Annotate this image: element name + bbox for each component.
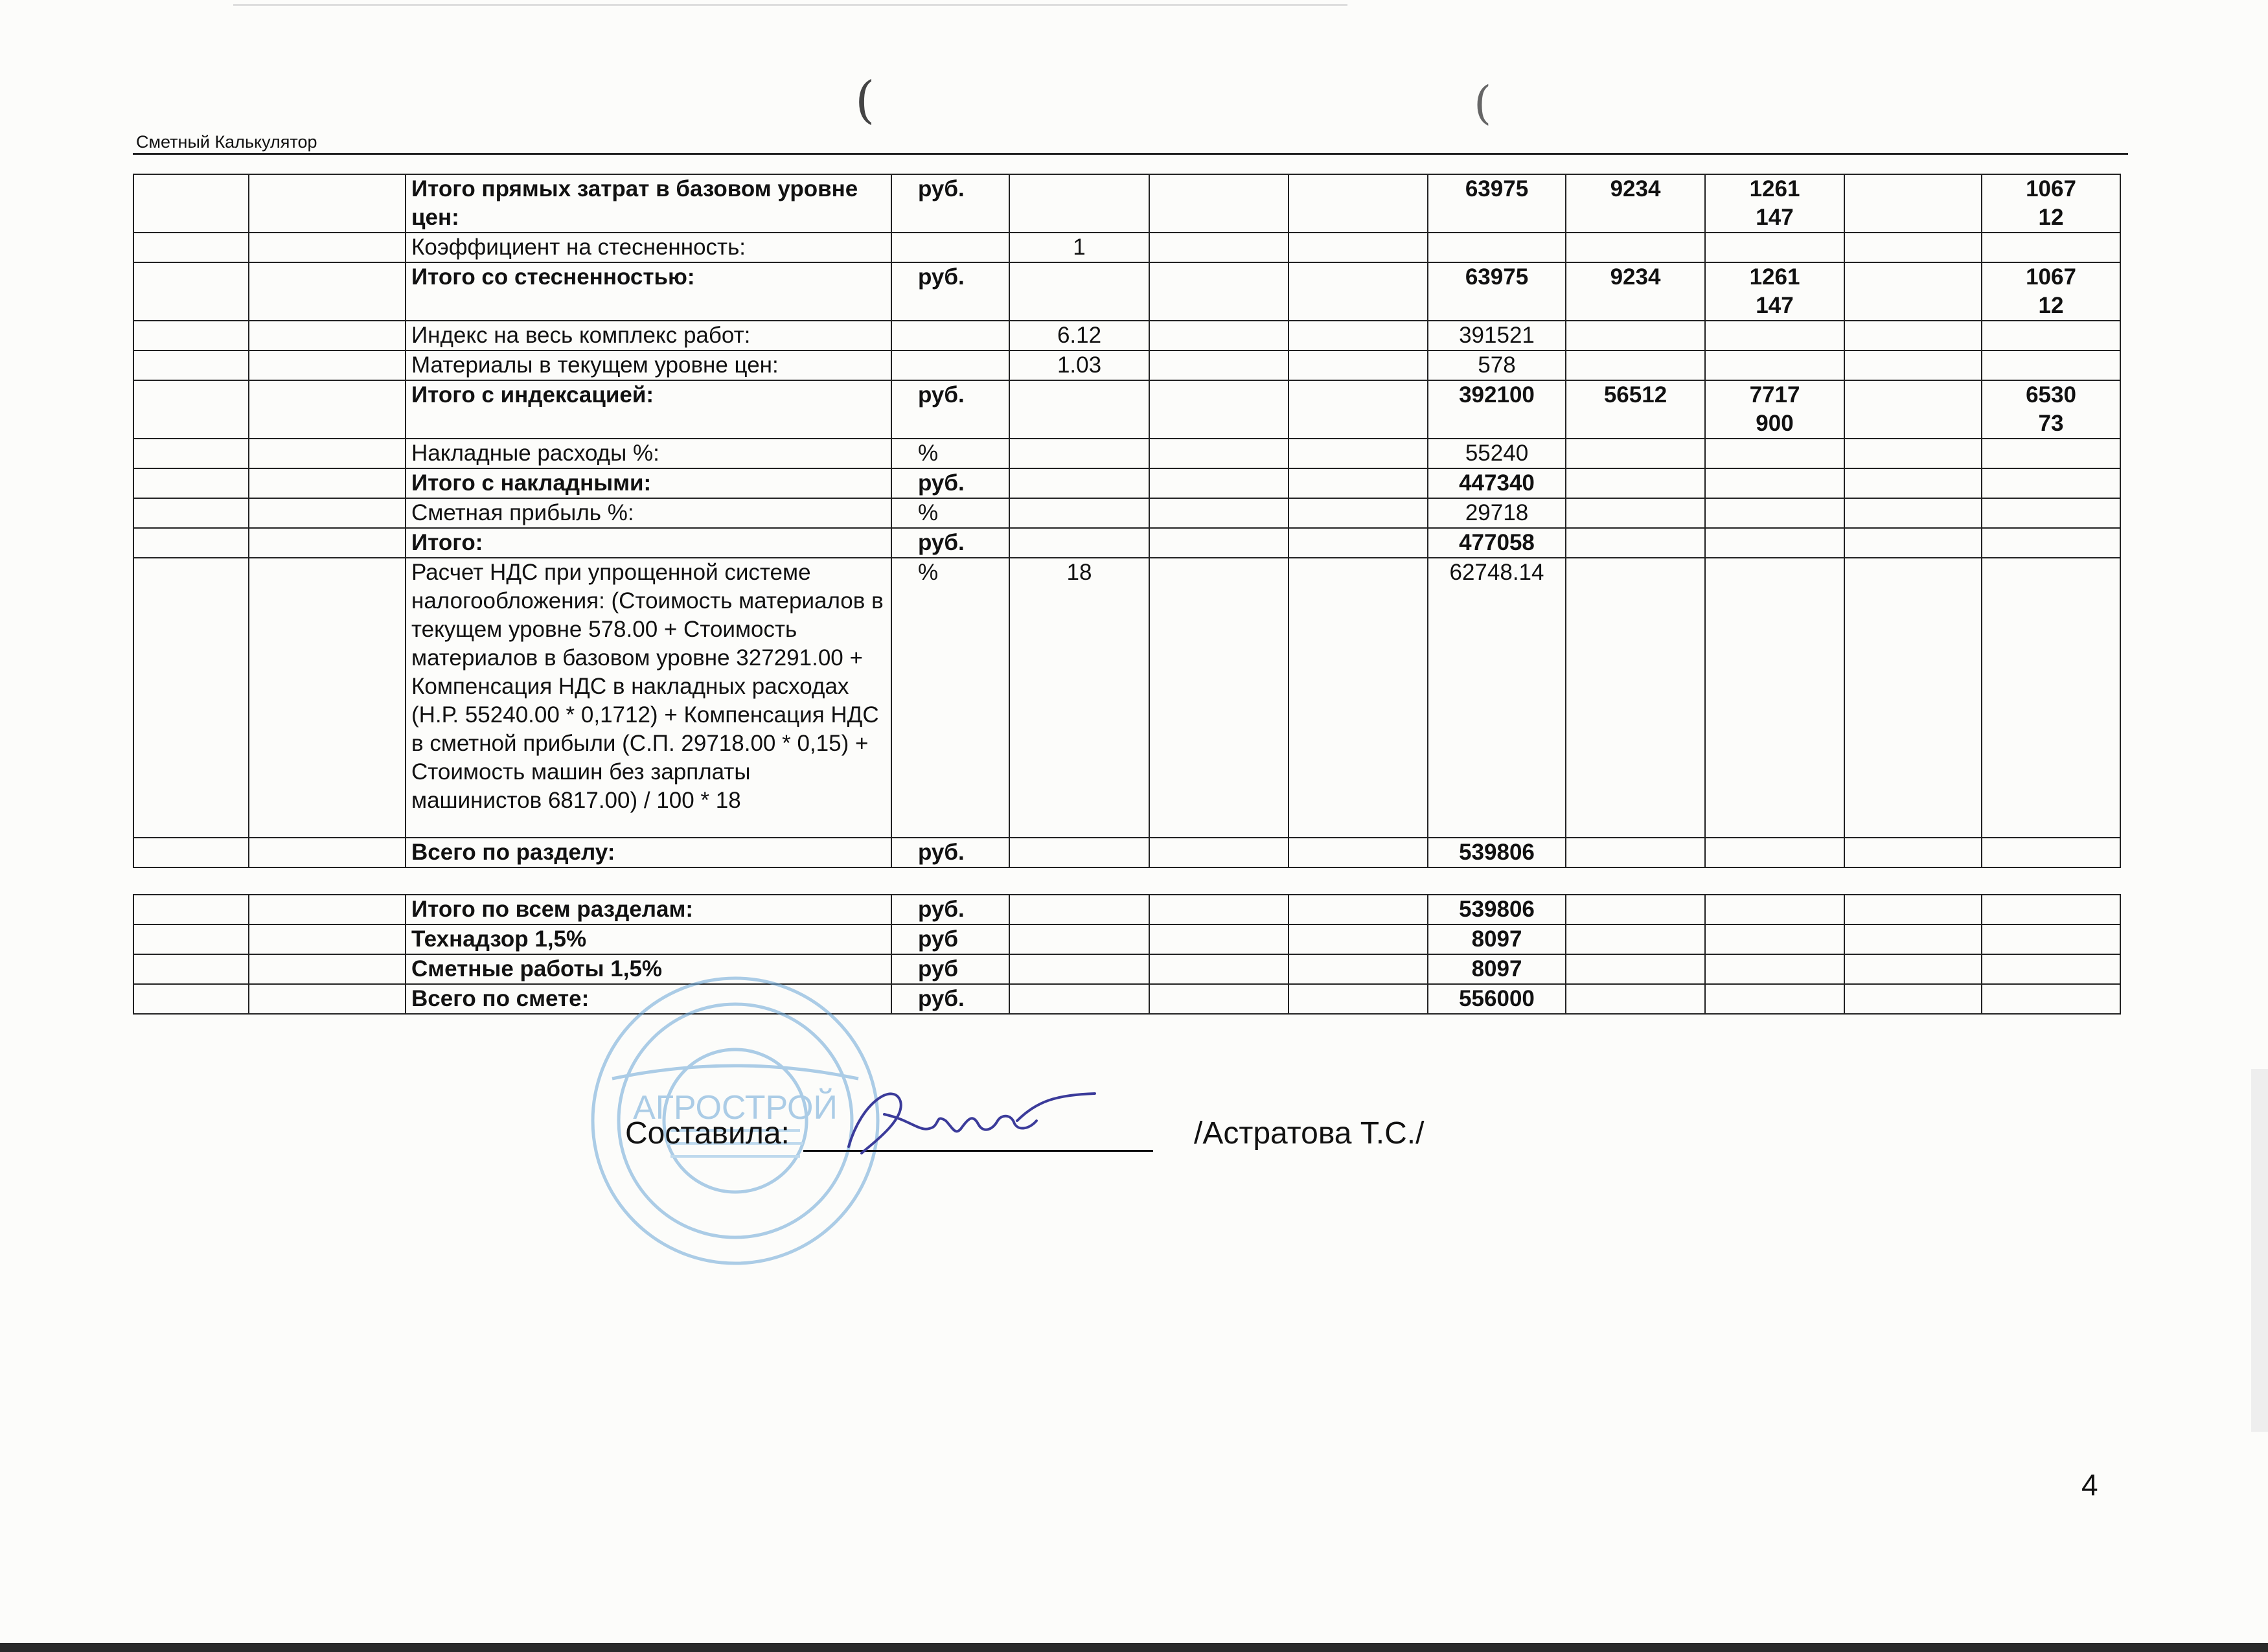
scan-edge-shadow xyxy=(2251,1069,2268,1432)
cell-empty xyxy=(1289,439,1428,468)
cell-code xyxy=(249,321,406,350)
cell-label: Сметные работы 1,5% xyxy=(406,954,891,984)
cell-empty xyxy=(1844,895,1982,924)
cell-empty xyxy=(1149,924,1289,954)
cell-num xyxy=(133,468,249,498)
cell-empty xyxy=(1566,895,1705,924)
cell-empty xyxy=(1009,895,1149,924)
cell-wages xyxy=(1566,528,1705,558)
cell-empty xyxy=(249,924,406,954)
cell-unit: % xyxy=(891,498,1009,528)
cell-empty xyxy=(1844,262,1982,321)
cell-empty xyxy=(133,895,249,924)
cell-code xyxy=(249,439,406,468)
cell-empty xyxy=(1149,439,1289,468)
cell-empty xyxy=(1844,954,1982,984)
cell-coef xyxy=(1009,838,1149,867)
cell-empty xyxy=(1844,528,1982,558)
cell-code xyxy=(249,233,406,262)
cell-unit: руб. xyxy=(891,528,1009,558)
cell-machinist-wages: 1067 12 xyxy=(1982,262,2120,321)
cell-unit: руб. xyxy=(891,838,1009,867)
cell-empty xyxy=(1149,954,1289,984)
cell-label: Итого прямых затрат в базовом уровне цен: xyxy=(406,174,891,233)
scan-top-edge xyxy=(233,4,1347,6)
cell-unit: руб xyxy=(891,924,1009,954)
cell-machines xyxy=(1705,528,1844,558)
estimate-row xyxy=(133,558,2120,838)
cell-label: Расчет НДС при упрощенной системе налогообложения: (Стоимость материалов в текущем уровне 578.00 + Стоимость материалов в базовом уровне 327291.00 + Компенсация НДС в накладных расходах (Н.Р. 55240.00 * 0,1712) + Компенсация НДС в сметной прибыли (С.П. 29718.00 * 0,15) + Стоимость машин без зарплаты машинистов 6817.00) / 100 * 18 xyxy=(406,558,891,838)
cell-empty xyxy=(1844,558,1982,838)
cell-empty xyxy=(1705,954,1844,984)
cell-label: Коэффициент на стесненность: xyxy=(406,233,891,262)
cell-empty xyxy=(1289,838,1428,867)
cell-empty xyxy=(1844,468,1982,498)
cell-wages: 9234 xyxy=(1566,262,1705,321)
cell-label: Накладные расходы %: xyxy=(406,439,891,468)
handwritten-signature xyxy=(823,1075,1108,1166)
estimate-row xyxy=(133,498,2120,528)
cell-machines xyxy=(1705,558,1844,838)
cell-amount: 63975 xyxy=(1428,174,1566,233)
cell-label: Итого со стесненностью: xyxy=(406,262,891,321)
cell-coef xyxy=(1009,174,1149,233)
cell-machines: 1261 147 xyxy=(1705,262,1844,321)
cell-coef: 1 xyxy=(1009,233,1149,262)
cell-empty xyxy=(1982,924,2120,954)
header-divider xyxy=(133,153,2128,155)
cell-unit: руб. xyxy=(891,262,1009,321)
cell-label: Всего по смете: xyxy=(406,984,891,1014)
cell-empty xyxy=(1566,954,1705,984)
cell-code xyxy=(249,380,406,439)
cell-empty xyxy=(249,984,406,1014)
cell-empty xyxy=(1009,954,1149,984)
scan-bottom-edge xyxy=(0,1643,2268,1652)
cell-machinist-wages xyxy=(1982,439,2120,468)
cell-unit: руб. xyxy=(891,984,1009,1014)
cell-machinist-wages xyxy=(1982,498,2120,528)
cell-machinist-wages: 6530 73 xyxy=(1982,380,2120,439)
cell-empty xyxy=(1149,380,1289,439)
cell-label: Технадзор 1,5% xyxy=(406,924,891,954)
cell-machinist-wages xyxy=(1982,233,2120,262)
cell-empty xyxy=(1844,984,1982,1014)
estimate-row xyxy=(133,233,2120,262)
cell-machinist-wages xyxy=(1982,321,2120,350)
cell-unit: руб. xyxy=(891,468,1009,498)
estimate-row xyxy=(133,321,2120,350)
cell-label: Всего по разделу: xyxy=(406,838,891,867)
cell-wages xyxy=(1566,468,1705,498)
cell-num xyxy=(133,528,249,558)
cell-empty xyxy=(1844,233,1982,262)
cell-code xyxy=(249,468,406,498)
cell-empty xyxy=(1982,984,2120,1014)
cell-label: Сметная прибыль %: xyxy=(406,498,891,528)
cell-wages xyxy=(1566,558,1705,838)
cell-unit xyxy=(891,321,1009,350)
cell-machines xyxy=(1705,350,1844,380)
app-title: Сметный Калькулятор xyxy=(136,132,317,152)
cell-empty xyxy=(249,954,406,984)
cell-empty xyxy=(1289,321,1428,350)
estimate-row xyxy=(133,528,2120,558)
cell-amount: 391521 xyxy=(1428,321,1566,350)
cell-machinist-wages xyxy=(1982,528,2120,558)
cell-num xyxy=(133,380,249,439)
signer-name: /Астратова Т.С./ xyxy=(1194,1116,1425,1151)
cell-empty xyxy=(1982,954,2120,984)
cell-amount: 62748.14 xyxy=(1428,558,1566,838)
cell-label: Материалы в текущем уровне цен: xyxy=(406,350,891,380)
cell-empty xyxy=(1149,468,1289,498)
cell-empty xyxy=(1149,984,1289,1014)
cell-amount: 578 xyxy=(1428,350,1566,380)
cell-amount: 392100 xyxy=(1428,380,1566,439)
cell-empty xyxy=(1149,838,1289,867)
cell-wages: 9234 xyxy=(1566,174,1705,233)
cell-empty xyxy=(133,924,249,954)
cell-empty xyxy=(1289,380,1428,439)
totals-row xyxy=(133,924,2120,954)
cell-wages xyxy=(1566,350,1705,380)
cell-coef xyxy=(1009,468,1149,498)
cell-empty xyxy=(1149,321,1289,350)
cell-empty xyxy=(1844,924,1982,954)
cell-coef: 18 xyxy=(1009,558,1149,838)
cell-empty xyxy=(1844,174,1982,233)
cell-code xyxy=(249,498,406,528)
cell-empty xyxy=(1566,984,1705,1014)
cell-empty xyxy=(1149,528,1289,558)
cell-amount: 539806 xyxy=(1428,895,1566,924)
cell-num xyxy=(133,174,249,233)
estimate-row xyxy=(133,439,2120,468)
cell-wages xyxy=(1566,838,1705,867)
cell-amount xyxy=(1428,233,1566,262)
cell-amount: 29718 xyxy=(1428,498,1566,528)
cell-empty xyxy=(1289,350,1428,380)
cell-code xyxy=(249,350,406,380)
cell-code xyxy=(249,558,406,838)
cell-empty xyxy=(1289,984,1428,1014)
cell-code xyxy=(249,262,406,321)
cell-empty xyxy=(1844,350,1982,380)
cell-empty xyxy=(1009,924,1149,954)
cell-machines xyxy=(1705,838,1844,867)
cell-empty xyxy=(1289,954,1428,984)
estimate-row xyxy=(133,380,2120,439)
cell-empty xyxy=(1705,984,1844,1014)
cell-coef xyxy=(1009,380,1149,439)
cell-machines xyxy=(1705,468,1844,498)
estimate-row xyxy=(133,468,2120,498)
cell-wages xyxy=(1566,321,1705,350)
cell-machines xyxy=(1705,498,1844,528)
cell-empty xyxy=(1289,924,1428,954)
cell-empty xyxy=(1149,262,1289,321)
cell-label: Итого: xyxy=(406,528,891,558)
cell-empty xyxy=(1149,498,1289,528)
cell-num xyxy=(133,439,249,468)
cell-unit: руб. xyxy=(891,174,1009,233)
cell-num xyxy=(133,558,249,838)
cell-amount: 477058 xyxy=(1428,528,1566,558)
cell-code xyxy=(249,174,406,233)
cell-empty xyxy=(1705,924,1844,954)
cell-unit xyxy=(891,233,1009,262)
cell-empty xyxy=(1289,528,1428,558)
cell-empty xyxy=(133,954,249,984)
estimate-table xyxy=(133,174,2121,868)
cell-coef: 1.03 xyxy=(1009,350,1149,380)
cell-unit xyxy=(891,350,1009,380)
totals-row xyxy=(133,954,2120,984)
estimate-row xyxy=(133,350,2120,380)
cell-coef: 6.12 xyxy=(1009,321,1149,350)
page-number: 4 xyxy=(2081,1468,2098,1502)
cell-amount: 556000 xyxy=(1428,984,1566,1014)
estimate-row xyxy=(133,174,2120,233)
cell-empty xyxy=(1289,558,1428,838)
cell-empty xyxy=(1149,350,1289,380)
cell-coef xyxy=(1009,528,1149,558)
cell-amount: 8097 xyxy=(1428,954,1566,984)
cell-unit: % xyxy=(891,558,1009,838)
cell-empty xyxy=(1844,439,1982,468)
cell-coef xyxy=(1009,262,1149,321)
cell-wages xyxy=(1566,439,1705,468)
cell-label: Итого с индексацией: xyxy=(406,380,891,439)
cell-empty xyxy=(1289,262,1428,321)
cell-empty xyxy=(1705,895,1844,924)
cell-coef xyxy=(1009,498,1149,528)
cell-empty xyxy=(1149,895,1289,924)
cell-empty xyxy=(1566,924,1705,954)
cell-amount: 8097 xyxy=(1428,924,1566,954)
svg-text:АГРОСТРОЙ: АГРОСТРОЙ xyxy=(633,1089,838,1127)
hole-punch-mark: ( xyxy=(855,71,875,130)
cell-empty xyxy=(1289,468,1428,498)
cell-empty xyxy=(249,895,406,924)
cell-empty xyxy=(1844,498,1982,528)
cell-empty xyxy=(133,984,249,1014)
cell-empty xyxy=(1149,558,1289,838)
cell-empty xyxy=(1982,895,2120,924)
cell-label: Индекс на весь комплекс работ: xyxy=(406,321,891,350)
cell-coef xyxy=(1009,439,1149,468)
estimate-row xyxy=(133,262,2120,321)
cell-empty xyxy=(1149,233,1289,262)
cell-empty xyxy=(1289,174,1428,233)
cell-num xyxy=(133,321,249,350)
cell-label: Итого с накладными: xyxy=(406,468,891,498)
signature-label: Составила: xyxy=(625,1116,790,1151)
cell-num xyxy=(133,233,249,262)
cell-amount: 55240 xyxy=(1428,439,1566,468)
cell-amount: 539806 xyxy=(1428,838,1566,867)
cell-wages xyxy=(1566,233,1705,262)
cell-amount: 63975 xyxy=(1428,262,1566,321)
cell-code xyxy=(249,528,406,558)
cell-machines xyxy=(1705,233,1844,262)
cell-machinist-wages xyxy=(1982,558,2120,838)
cell-unit: % xyxy=(891,439,1009,468)
cell-machines: 7717 900 xyxy=(1705,380,1844,439)
totals-table xyxy=(133,894,2121,1015)
cell-num xyxy=(133,262,249,321)
estimate-row xyxy=(133,838,2120,867)
cell-unit: руб. xyxy=(891,380,1009,439)
cell-machinist-wages: 1067 12 xyxy=(1982,174,2120,233)
cell-empty xyxy=(1149,174,1289,233)
cell-machines xyxy=(1705,439,1844,468)
cell-wages xyxy=(1566,498,1705,528)
cell-code xyxy=(249,838,406,867)
cell-label: Итого по всем разделам: xyxy=(406,895,891,924)
cell-machinist-wages xyxy=(1982,838,2120,867)
hole-punch-mark: ( xyxy=(1474,76,1492,130)
cell-num xyxy=(133,838,249,867)
cell-amount: 447340 xyxy=(1428,468,1566,498)
cell-unit: руб. xyxy=(891,895,1009,924)
cell-empty xyxy=(1844,838,1982,867)
cell-empty xyxy=(1289,895,1428,924)
cell-empty xyxy=(1844,380,1982,439)
cell-empty xyxy=(1844,321,1982,350)
totals-row xyxy=(133,984,2120,1014)
cell-wages: 56512 xyxy=(1566,380,1705,439)
cell-machinist-wages xyxy=(1982,350,2120,380)
cell-machinist-wages xyxy=(1982,468,2120,498)
cell-machines xyxy=(1705,321,1844,350)
cell-empty xyxy=(1009,984,1149,1014)
cell-machines: 1261 147 xyxy=(1705,174,1844,233)
cell-unit: руб xyxy=(891,954,1009,984)
totals-row xyxy=(133,895,2120,924)
cell-num xyxy=(133,498,249,528)
cell-num xyxy=(133,350,249,380)
cell-empty xyxy=(1289,233,1428,262)
cell-empty xyxy=(1289,498,1428,528)
